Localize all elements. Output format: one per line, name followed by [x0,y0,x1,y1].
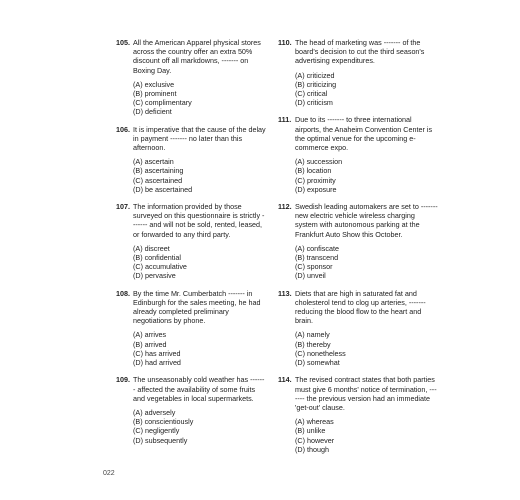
question-number: 107. [116,202,130,212]
answer-options [295,330,438,367]
question-111 [278,115,438,194]
option-a: (A) confiscate [295,243,339,253]
option-b: (B) thereby [295,339,331,349]
answer-options [295,157,438,194]
question-110 [278,38,438,107]
option-b: (B) prominent [133,89,177,99]
question-number: 109. [116,375,130,385]
question-number: 105. [116,38,130,47]
option-d: (D) subsequently [133,435,188,445]
question-number: 111. [278,115,292,125]
option-b: (B) confidential [133,253,181,263]
option-d: (D) criticism [295,98,333,108]
question-number: 110. [278,38,292,47]
question-113 [278,289,438,368]
option-c: (C) nonetheless [295,348,346,358]
option-d: (D) be ascertained [133,184,193,194]
question-112 [278,202,438,281]
option-a: (A) discreet [133,243,170,253]
question-text: Swedish leading automakers are set to ------- new electric vehicle wireless charging system with autonomous parking at the Frankfurt Auto Show this October. [295,202,438,239]
option-c: (C) critical [295,89,328,99]
right-column [278,38,438,454]
option-d: (D) deficient [133,107,172,117]
option-c: (C) proximity [295,175,336,185]
option-c: (C) has arrived [133,348,181,358]
question-text: Diets that are high in saturated fat and cholesterol tend to clog up arteries, ------- reducing the blood flow to the heart and brain. [295,288,426,326]
question-text: The revised contract states that both parties must give 6 months' notice of termination, ------- the previous version had an immediate 'get-out' clause. [295,375,437,412]
option-b: (B) conscientiously [133,417,194,427]
option-b: (B) transcend [295,253,339,263]
answer-options [133,244,266,281]
option-a: (A) arrives [133,330,167,340]
question-109 [116,375,266,444]
option-a: (A) ascertain [133,157,174,167]
option-d: (D) exposure [295,184,337,194]
option-d: (D) pervasive [133,271,176,281]
option-b: (B) arrived [133,339,167,349]
option-c: (C) however [295,435,335,445]
option-a: (A) exclusive [133,79,175,89]
option-d: (D) somewhat [295,358,340,368]
answer-options [295,71,438,108]
answer-options [133,80,266,117]
option-b: (B) location [295,166,332,176]
question-text: The information provided by those surveyed on this questionnaire is strictly ------- and will not be sold, rented, leased, or forwarded to any third party. [133,202,265,239]
option-d: (D) though [295,444,329,454]
question-106 [116,125,266,194]
option-c: (C) negligently [133,426,180,436]
question-number: 112. [278,202,292,212]
answer-options [133,157,266,194]
question-number: 114. [278,375,292,385]
option-a: (A) criticized [295,70,335,80]
question-number: 108. [116,288,130,298]
answer-options [295,244,438,281]
question-107 [116,202,266,281]
option-a: (A) namely [295,330,330,340]
question-text: The head of marketing was ------- of the board's decision to cut the third season's advertising expenditures. [295,38,425,66]
answer-options [295,417,438,454]
question-text: It is imperative that the cause of the delay in payment ------- no later than this afternoon. [133,124,266,153]
option-c: (C) sponsor [295,262,333,272]
option-b: (B) criticizing [295,79,337,89]
option-a: (A) succession [295,157,343,167]
question-text: All the American Apparel physical stores across the country offer an extra 50% discount off all markdowns, ------- on Boxing Day. [133,38,261,75]
page-number: 022 [103,470,115,477]
option-c: (C) ascertained [133,175,183,185]
option-c: (C) accumulative [133,262,187,272]
question-text: By the time Mr. Cumberbatch ------- in Edinburgh for the sales meeting, he had already completed preliminary negotiations by phone. [133,288,261,326]
left-column [116,38,266,445]
question-114 [278,375,438,454]
option-d: (D) had arrived [133,358,181,368]
question-105 [116,38,266,117]
question-number: 113. [278,288,292,298]
answer-options [133,330,266,367]
option-c: (C) complimentary [133,98,192,108]
option-d: (D) unveil [295,271,326,281]
question-number: 106. [116,124,130,134]
question-108 [116,289,266,368]
answer-options [133,408,266,445]
option-b: (B) ascertaining [133,166,184,176]
question-text: Due to its ------- to three international airports, the Anaheim Convention Center is the optimal venue for the upcoming e-commerce expo. [295,115,433,153]
option-a: (A) whereas [295,417,334,427]
question-text: The unseasonably cold weather has ------- affected the availability of some fruits and vegetables in local supermarkets. [133,375,265,403]
option-a: (A) adversely [133,407,176,417]
option-b: (B) unlike [295,426,326,436]
